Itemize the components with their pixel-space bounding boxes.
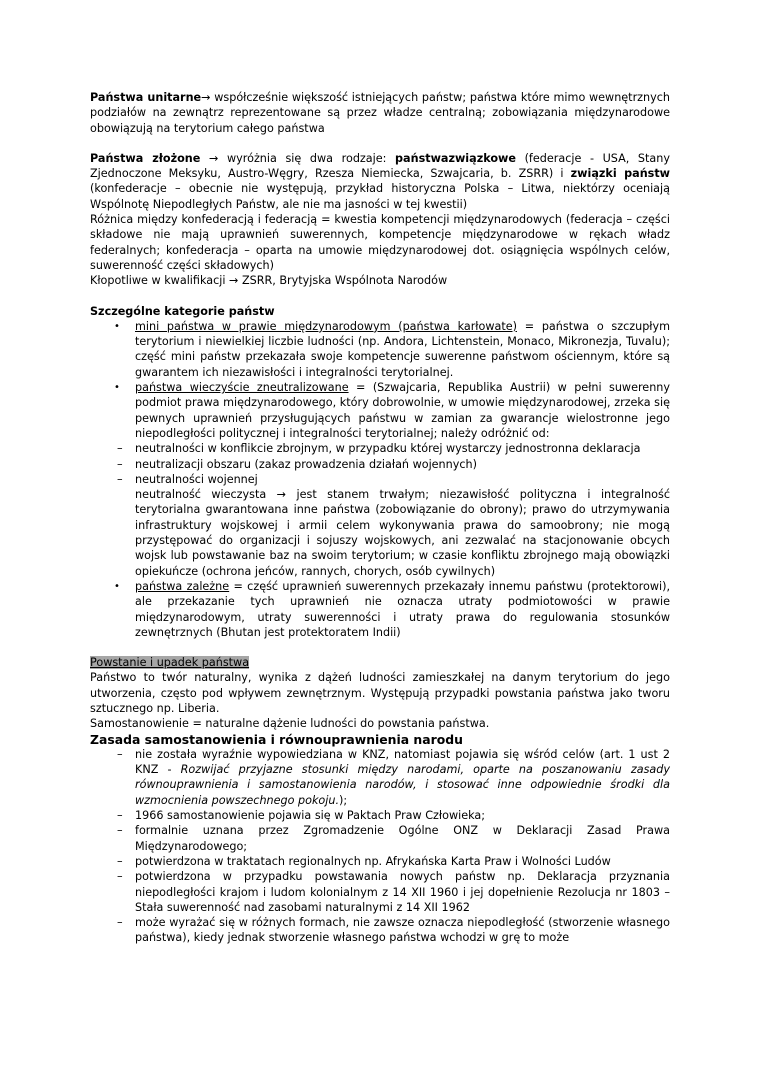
term-zalezne: państwa zależne (135, 579, 230, 593)
term-federacje: państwazwiązkowe (395, 151, 516, 165)
text-zasada-4: potwierdzona w traktatach regionalnych np. Afrykańska Karta Praw i Wolności Ludów (135, 854, 611, 868)
list-item (90, 808, 670, 823)
term-neutralne: państwa wieczyście zneutralizowane (135, 381, 349, 395)
text-sub-2: neutralizacji obszaru (zakaz prowadzenia działań wojennych) (135, 457, 477, 471)
term-zlozone: Państwa złożone (90, 151, 201, 165)
paragraph-klopotliwe: Kłopotliwe w kwalifikacji → ZSRR, Brytyjska Wspólnota Narodów (90, 274, 448, 288)
dash-icon: – (117, 747, 123, 761)
text-unitarne: współcześnie większość istniejących państw; państwa które mimo wewnętrznych podziałów na zewnątrz reprezentowane są przez władze centralną; zobowiązania międzynarodowe obowiązują na terytorium całego państwa (90, 91, 670, 135)
list-item (90, 319, 670, 380)
text-zlozone-1: wyróżnia się dwa rodzaje: (226, 151, 396, 165)
paragraph-powstanie-2: Samostanowienie = naturalne dążenie ludności do powstania państwa. (90, 717, 490, 731)
text-zlozone-2: (federacje - USA, Stany Zjednoczone Meksyku, Austro-Węgry, Rzesza Niemiecka, Szwajcaria, b. ZSRR) i (90, 151, 670, 181)
term-zwiazki: związki państw (570, 167, 671, 181)
list-item (90, 823, 670, 854)
bullet-icon: • (114, 320, 120, 332)
paragraph-neutralnosc-wieczysta: neutralność wieczysta → jest stanem trwałym; niezawisłość polityczna i integralność terytorialna gwarantowana inne państwa (zobowiązanie do obrony); prawo do utrzymywania infrastruktury wojskowej i armii celem wykonywania prawa do samoobrony; nie mogą przystępować do organizacji i sojuszy wojskowych, ani zezwalać na stacjonowanie obcych wojsk lub powstawanie baz na swoim terytorium; w czasie konfliktu zbrojnego mają obowiązki opiekuńcze (ochrona jeńców, rannych, chorych, osób cywilnych) (135, 488, 670, 578)
text-zasada-6: może wyrażać się w różnych formach, nie zawsze oznacza niepodległość (stworzenie własnego państwa), kiedy jednak stworzenie własnego państwa wchodzi w grę to może (135, 916, 670, 945)
text-zasada-1c: ); (339, 793, 348, 807)
dash-icon: – (117, 457, 123, 471)
list-item (90, 579, 670, 640)
dash-icon: – (117, 854, 123, 868)
document-page (90, 90, 670, 946)
term-mini: mini państwa w prawie międzynarodowym (państwa karłowate) (135, 319, 517, 333)
list-szczegolne-2 (90, 579, 670, 640)
list-item (90, 457, 670, 472)
dash-icon: – (117, 824, 123, 838)
list-item (90, 380, 670, 441)
list-zasada (90, 747, 670, 946)
paragraph-powstanie-1: Państwo to twór naturalny, wynika z dążeń ludności zamieszkałej na danym terytorium do jego utworzenia, często pod wpływem zewnętrznym. Występują przypadki powstania państwa jako tworu sztucznego np. Liberia. (90, 671, 670, 715)
text-mini: = państwa o szczupłym terytorium i niewielkiej liczbie ludności (np. Andora, Lichtenstein, Monaco, Mikronezja, Tuvalu); część mini państw przekazała swoje kompetencje suwerenne państwom ościennym, które są gwarantem ich niezawisłości i integralności terytorialnej. (135, 319, 671, 379)
text-neutralne: = (Szwajcaria, Republika Austrii) w pełni suwerenny podmiot prawa międzynarodowego, który dobrowolnie, w umowie międzynarodowej, zrzeka się pewnych uprawnień przysługujących państwu w zamian za gwarancje wielostronne jego niepodległości politycznej i integralności terytorialnej; należy odróżnić od: (135, 381, 670, 440)
dash-icon: – (117, 809, 123, 823)
bullet-icon: • (114, 580, 120, 592)
paragraph-zlozone (90, 151, 670, 212)
list-neutralnosc (90, 441, 670, 487)
list-item (90, 472, 670, 487)
text-sub-1: neutralności w konflikcie zbrojnym, w przypadku której wystarczy jednostronna deklaracja (135, 442, 641, 456)
text-zasada-1a: nie została wyraźnie wypowiedziana w KNZ, natomiast pojawia się wśród celów (art. 1 ust 2 KNZ - (135, 747, 670, 777)
list-item (90, 747, 670, 808)
text-zasada-5: potwierdzona w przypadku powstawania nowych państw np. Deklaracja przyznania niepodległości krajom i ludom kolonialnym z 14 XII 1960 i jej dopełnienie Rezolucja nr 1803 – Stała suwerenność nad zasobami naturalnymi z 14 XII 1962 (135, 870, 670, 914)
list-item (90, 915, 670, 946)
dash-icon: – (117, 870, 123, 884)
arrow-icon: → (200, 151, 227, 165)
quote-knz: Rozwijać przyjazne stosunki między narodami, oparte na poszanowaniu zasady równouprawnienia i samostanowienia narodów, i stosować inne odpowiednie środki dla wzmocnienia powszechnego pokoju. (135, 763, 670, 807)
heading-zasada: Zasada samostanowienia i równouprawnienia narodu (90, 731, 463, 747)
text-sub-3: neutralności wojennej (135, 472, 258, 486)
text-zasada-3: formalnie uznana przez Zgromadzenie Ogólne ONZ w Deklaracji Zasad Prawa Międzynarodowego; (135, 824, 670, 853)
dash-icon: – (117, 442, 123, 456)
text-zalezne: = część uprawnień suwerennych przekazały innemu państwu (protektorowi), ale przekazanie tych uprawnień nie oznacza utraty podmiotowości w prawie międzynarodowym, utraty suwerenności i utraty prawa do regulowania stosunków zewnętrznych (Bhutan jest protektoratem Indii) (135, 579, 670, 639)
heading-szczegolne: Szczególne kategorie państw (90, 304, 275, 318)
text-zlozone-3: (konfederacje – obecnie nie występują, przykład historyczna Polska – Litwa, niektórzy oceniają Wspólnotę Niepodległych Państw, ale nie ma jasności w tej kwestii) (90, 182, 670, 211)
heading-powstanie-wrap (90, 655, 670, 670)
bullet-icon: • (114, 382, 120, 394)
list-szczegolne (90, 319, 670, 441)
text-zasada-2: 1966 samostanowienie pojawia się w Paktach Praw Człowieka; (135, 809, 485, 823)
paragraph-unitarne (90, 90, 670, 136)
heading-powstanie: Powstanie i upadek państwa (90, 656, 250, 670)
list-item (90, 441, 670, 456)
dash-icon: – (117, 472, 123, 486)
dash-icon: – (117, 916, 123, 930)
paragraph-roznica: Różnica między konfederacją i federacją = kwestia kompetencji międzynarodowych (federacja – części składowe nie mają uprawnień suwerennych, kompetencje międzynarodowe w rękach władz federalnych; konfederacja – oparta na umowie międzynarodowej dot. osiągnięcia wspólnych celów, suwerenność części składowych) (90, 213, 670, 272)
list-item (90, 854, 670, 869)
list-item (90, 869, 670, 915)
term-unitarne: Państwa unitarne (90, 91, 202, 104)
arrow-icon: → (201, 91, 211, 104)
